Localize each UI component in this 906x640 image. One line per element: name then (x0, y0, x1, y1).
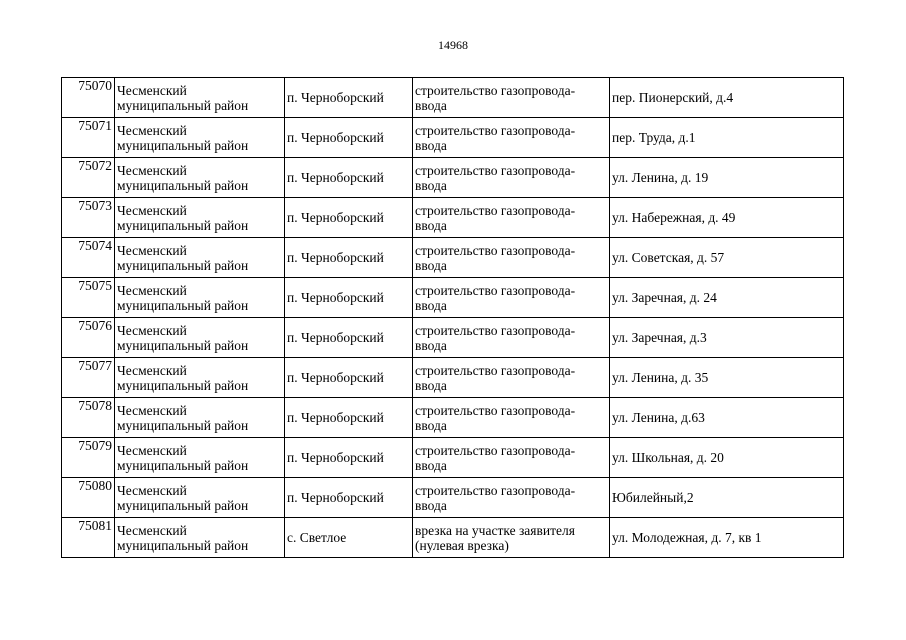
district-line-2: муниципальный район (117, 377, 249, 393)
work-type-cell (413, 278, 610, 318)
district-line-1: Чесменский (117, 202, 187, 218)
work-type-line-2: (нулевая врезка) (415, 537, 509, 553)
address-cell: Юбилейный,2 (610, 478, 844, 518)
record-number-cell: 75072 (62, 158, 115, 198)
records-table-body (62, 78, 844, 558)
district-line-2: муниципальный район (117, 137, 249, 153)
record-number-cell: 75079 (62, 438, 115, 478)
district-cell (115, 398, 285, 438)
settlement-cell: п. Черноборский (285, 118, 413, 158)
work-type-line-2: ввода (415, 177, 447, 193)
table-row (62, 238, 844, 278)
work-type-cell (413, 198, 610, 238)
settlement-cell: п. Черноборский (285, 318, 413, 358)
district-line-2: муниципальный район (117, 457, 249, 473)
district-line-1: Чесменский (117, 522, 187, 538)
work-type-line-2: ввода (415, 97, 447, 113)
work-type-cell (413, 518, 610, 558)
district-line-2: муниципальный район (117, 257, 249, 273)
district-cell (115, 78, 285, 118)
district-line-2: муниципальный район (117, 497, 249, 513)
settlement-cell: п. Черноборский (285, 238, 413, 278)
work-type-line-2: ввода (415, 497, 447, 513)
record-number-cell: 75075 (62, 278, 115, 318)
settlement-cell: п. Черноборский (285, 198, 413, 238)
address-cell: ул. Ленина, д. 35 (610, 358, 844, 398)
table-row (62, 358, 844, 398)
address-cell: ул. Ленина, д. 19 (610, 158, 844, 198)
table-row (62, 158, 844, 198)
district-line-1: Чесменский (117, 122, 187, 138)
work-type-line-1: строительство газопровода- (415, 362, 576, 378)
settlement-cell: с. Светлое (285, 518, 413, 558)
settlement-cell: п. Черноборский (285, 438, 413, 478)
settlement-cell: п. Черноборский (285, 78, 413, 118)
district-line-1: Чесменский (117, 242, 187, 258)
work-type-line-1: врезка на участке заявителя (415, 522, 575, 538)
record-number-cell: 75076 (62, 318, 115, 358)
work-type-line-2: ввода (415, 337, 447, 353)
work-type-line-1: строительство газопровода- (415, 242, 576, 258)
district-cell (115, 518, 285, 558)
record-number-cell: 75078 (62, 398, 115, 438)
address-cell: пер. Пионерский, д.4 (610, 78, 844, 118)
district-cell (115, 198, 285, 238)
work-type-line-1: строительство газопровода- (415, 322, 576, 338)
district-line-2: муниципальный район (117, 297, 249, 313)
district-cell (115, 238, 285, 278)
work-type-line-1: строительство газопровода- (415, 402, 576, 418)
table-row (62, 118, 844, 158)
record-number-cell: 75081 (62, 518, 115, 558)
address-cell: пер. Труда, д.1 (610, 118, 844, 158)
district-cell (115, 438, 285, 478)
work-type-line-2: ввода (415, 457, 447, 473)
work-type-line-1: строительство газопровода- (415, 162, 576, 178)
district-cell (115, 278, 285, 318)
district-cell (115, 318, 285, 358)
record-number-cell: 75070 (62, 78, 115, 118)
table-row (62, 478, 844, 518)
district-line-2: муниципальный район (117, 417, 249, 433)
district-line-1: Чесменский (117, 362, 187, 378)
district-line-2: муниципальный район (117, 337, 249, 353)
district-line-1: Чесменский (117, 482, 187, 498)
record-number-cell: 75077 (62, 358, 115, 398)
district-cell (115, 358, 285, 398)
district-cell (115, 478, 285, 518)
work-type-cell (413, 118, 610, 158)
record-number-cell: 75080 (62, 478, 115, 518)
table-row (62, 518, 844, 558)
records-table (61, 77, 844, 558)
address-cell: ул. Набережная, д. 49 (610, 198, 844, 238)
work-type-cell (413, 438, 610, 478)
work-type-line-2: ввода (415, 137, 447, 153)
address-cell: ул. Ленина, д.63 (610, 398, 844, 438)
work-type-line-1: строительство газопровода- (415, 202, 576, 218)
settlement-cell: п. Черноборский (285, 478, 413, 518)
district-line-2: муниципальный район (117, 97, 249, 113)
work-type-line-2: ввода (415, 217, 447, 233)
work-type-line-2: ввода (415, 417, 447, 433)
settlement-cell: п. Черноборский (285, 158, 413, 198)
district-line-2: муниципальный район (117, 217, 249, 233)
address-cell: ул. Советская, д. 57 (610, 238, 844, 278)
table-row (62, 398, 844, 438)
settlement-cell: п. Черноборский (285, 278, 413, 318)
district-cell (115, 118, 285, 158)
settlement-cell: п. Черноборский (285, 398, 413, 438)
work-type-line-1: строительство газопровода- (415, 442, 576, 458)
work-type-line-1: строительство газопровода- (415, 122, 576, 138)
table-row (62, 278, 844, 318)
work-type-line-1: строительство газопровода- (415, 282, 576, 298)
work-type-line-1: строительство газопровода- (415, 82, 576, 98)
record-number-cell: 75073 (62, 198, 115, 238)
work-type-cell (413, 358, 610, 398)
table-row (62, 198, 844, 238)
page-number: 14968 (438, 38, 468, 52)
record-number-cell: 75071 (62, 118, 115, 158)
table-row (62, 438, 844, 478)
district-line-2: муниципальный район (117, 177, 249, 193)
district-line-1: Чесменский (117, 322, 187, 338)
district-line-1: Чесменский (117, 82, 187, 98)
district-line-1: Чесменский (117, 442, 187, 458)
address-cell: ул. Школьная, д. 20 (610, 438, 844, 478)
address-cell: ул. Заречная, д. 24 (610, 278, 844, 318)
district-line-2: муниципальный район (117, 537, 249, 553)
work-type-cell (413, 238, 610, 278)
work-type-line-2: ввода (415, 297, 447, 313)
address-cell: ул. Молодежная, д. 7, кв 1 (610, 518, 844, 558)
address-cell: ул. Заречная, д.3 (610, 318, 844, 358)
work-type-cell (413, 398, 610, 438)
district-line-1: Чесменский (117, 402, 187, 418)
record-number-cell: 75074 (62, 238, 115, 278)
district-line-1: Чесменский (117, 162, 187, 178)
table-row (62, 78, 844, 118)
work-type-cell (413, 158, 610, 198)
district-cell (115, 158, 285, 198)
work-type-cell (413, 78, 610, 118)
table-row (62, 318, 844, 358)
work-type-line-2: ввода (415, 377, 447, 393)
work-type-cell (413, 478, 610, 518)
district-line-1: Чесменский (117, 282, 187, 298)
settlement-cell: п. Черноборский (285, 358, 413, 398)
work-type-cell (413, 318, 610, 358)
work-type-line-1: строительство газопровода- (415, 482, 576, 498)
work-type-line-2: ввода (415, 257, 447, 273)
